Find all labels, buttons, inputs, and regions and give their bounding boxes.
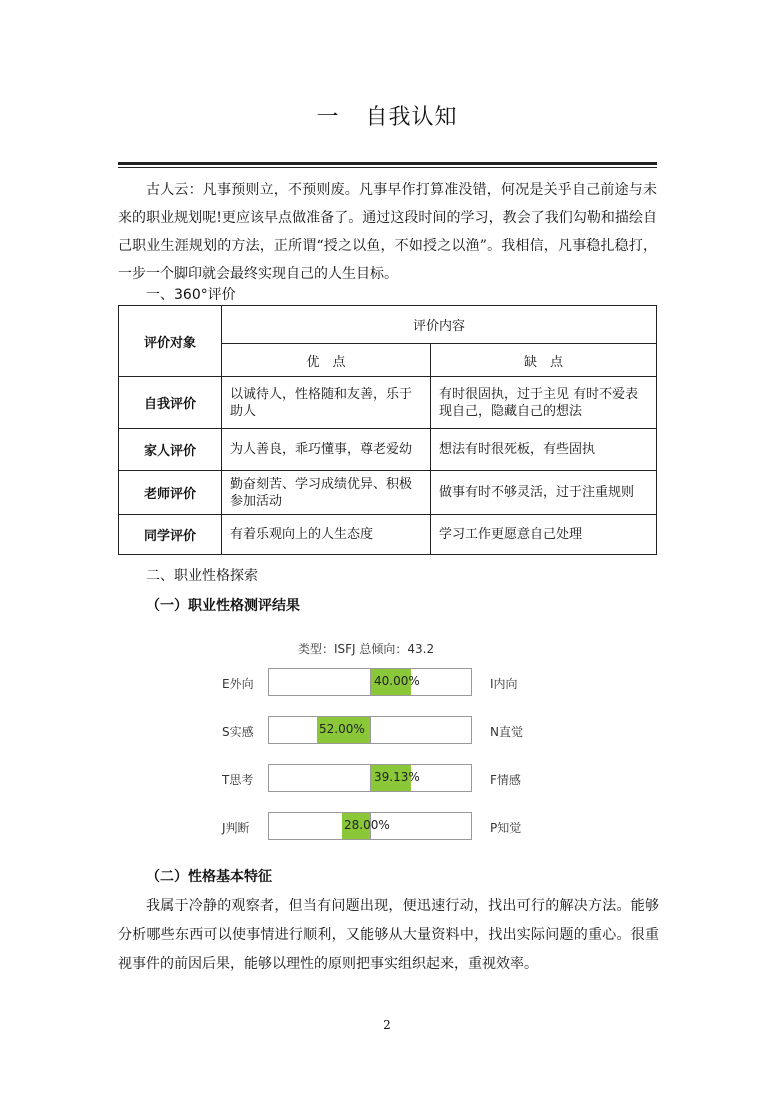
dimension-bar	[268, 716, 472, 744]
table-row	[119, 377, 657, 429]
subsection-test-result-heading: （一）职业性格测评结果	[146, 598, 300, 614]
header-target: 评价对象	[119, 306, 222, 377]
dimension-left-label: T思考	[222, 773, 254, 787]
dimension-bar	[268, 812, 472, 840]
row-cons: 想法有时很死板，有些固执	[431, 429, 657, 471]
bar-value-label: 52.00%	[319, 722, 365, 736]
traits-paragraph: 我属于冷静的观察者，但当有问题出现，便迅速行动，找出可行的解决方法。能够分析哪些东西可以使事情进行顺利，又能够从大量资料中，找出实际问题的重心。很重视事件的前因后果，能够以理性的原则把事实组织起来，重视效率。	[118, 898, 659, 972]
personality-chart	[200, 632, 580, 852]
bar-value-label: 40.00%	[374, 674, 420, 688]
row-pros: 以诚待人，性格随和友善，乐于助人	[222, 377, 431, 429]
dimension-left-label: E外向	[222, 677, 254, 691]
row-pros: 勤奋刻苦、学习成绩优异、积极参加活动	[222, 471, 431, 515]
row-pros: 有着乐观向上的人生态度	[222, 515, 431, 555]
table-row	[119, 429, 657, 471]
dimension-right-label: P知觉	[490, 821, 522, 835]
chart-title: 类型：ISFJ 总倾向：43.2	[298, 642, 435, 656]
table-row	[119, 471, 657, 515]
row-who: 同学评价	[119, 515, 222, 555]
dimension-bar	[268, 764, 472, 792]
dimension-bar	[268, 668, 472, 696]
dimension-left-label: J判断	[222, 821, 250, 835]
chapter-number: 一	[316, 105, 340, 130]
subsection-traits-heading: （二）性格基本特征	[146, 869, 272, 885]
title-rule-thin	[118, 167, 657, 168]
bar-midline	[370, 717, 371, 743]
row-who: 老师评价	[119, 471, 222, 515]
header-pros: 优 点	[222, 344, 431, 377]
dimension-right-label: N直觉	[490, 725, 523, 739]
section-360-heading: 一、360°评价	[146, 287, 236, 303]
bar-value-label: 28.00%	[344, 818, 390, 832]
bar-value-label: 39.13%	[374, 770, 420, 784]
intro-paragraph: 古人云：凡事预则立，不预则废。凡事早作打算准没错，何况是关乎自己前途与未来的职业规划呢!更应该早点做准备了。通过这段时间的学习，教会了我们勾勒和描绘自己职业生涯规划的方法，正所谓“授之以鱼，不如授之以渔”。我相信，凡事稳扎稳打，一步一个脚印就会最终实现自己的人生目标。	[118, 182, 657, 282]
table-row	[119, 515, 657, 555]
row-who: 自我评价	[119, 377, 222, 429]
row-cons: 学习工作更愿意自己处理	[431, 515, 657, 555]
dimension-right-label: I内向	[490, 677, 518, 691]
chapter-title-text: 自我认知	[365, 105, 458, 130]
title-rule-thick	[118, 162, 657, 165]
header-cons: 缺 点	[431, 344, 657, 377]
row-cons: 做事有时不够灵活，过于注重规则	[431, 471, 657, 515]
section-personality-heading: 二、职业性格探索	[146, 568, 258, 584]
dimension-left-label: S实感	[222, 725, 254, 739]
row-cons: 有时很固执，过于主见 有时不爱表现自己，隐藏自己的想法	[431, 377, 657, 429]
chapter-title	[0, 100, 774, 131]
header-content: 评价内容	[222, 306, 657, 344]
dimension-right-label: F情感	[490, 773, 521, 787]
row-pros: 为人善良，乖巧懂事，尊老爱幼	[222, 429, 431, 471]
page-number: 2	[383, 1018, 391, 1032]
evaluation-table	[118, 305, 657, 555]
row-who: 家人评价	[119, 429, 222, 471]
